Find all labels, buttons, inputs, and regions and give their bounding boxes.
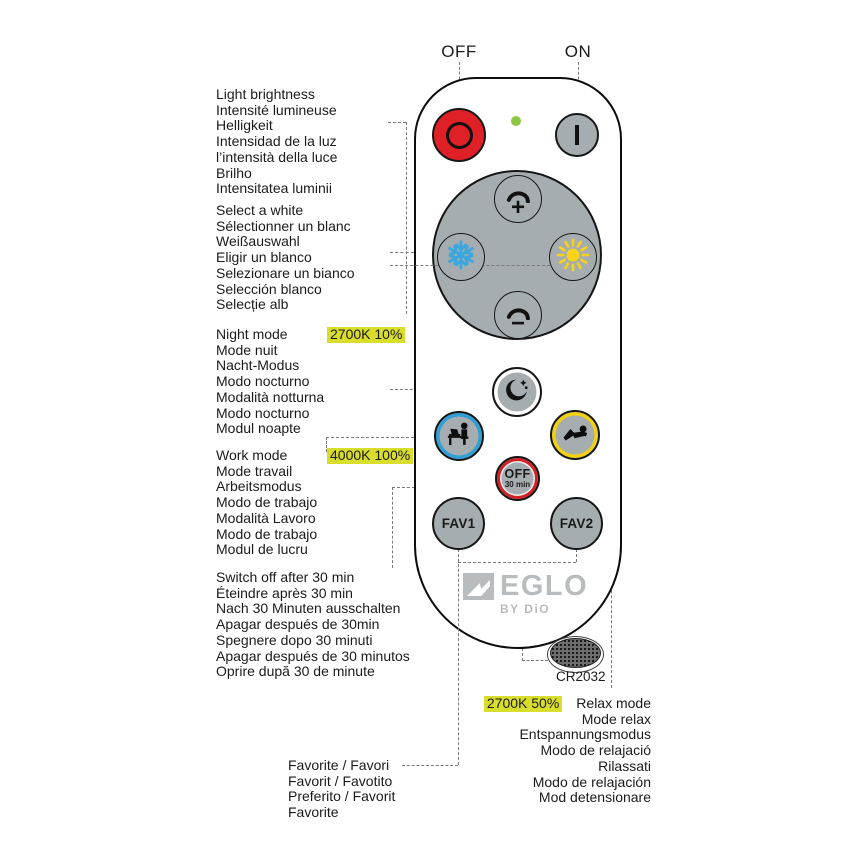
- battery-cr2032: [547, 636, 604, 673]
- dim-minus-button[interactable]: [494, 291, 542, 339]
- label-line: Intensité lumineuse: [216, 101, 337, 118]
- label-group-select-white: [216, 203, 355, 313]
- label-line: Modo nocturno: [216, 404, 310, 421]
- label-line: [484, 696, 651, 712]
- leader-line: [406, 122, 407, 314]
- label-line: Weißauswahl: [216, 233, 300, 250]
- eglo-logo-mark-icon: [463, 573, 494, 600]
- label-line: Favorite: [288, 804, 339, 821]
- label-line: Light brightness: [216, 86, 315, 102]
- label-line: Favorit / Favotito: [288, 772, 393, 789]
- cold-white-button[interactable]: [437, 233, 485, 281]
- work-mode-button[interactable]: [434, 411, 484, 461]
- label-line: Nacht-Modus: [216, 357, 300, 374]
- label-line: Entspannungsmodus: [519, 726, 651, 743]
- label-line: Nach 30 Minuten ausschalten: [216, 600, 401, 617]
- label-line: Modul noapte: [216, 420, 301, 437]
- label-group-switch-off: [216, 570, 410, 680]
- leader-line: [388, 122, 406, 123]
- label-line: Preferito / Favorit: [288, 788, 396, 805]
- dim-plus-icon: +: [501, 185, 535, 214]
- night-mode-title: Night mode: [216, 326, 288, 342]
- label-line: Spegnere dopo 30 minuti: [216, 631, 373, 648]
- fav1-label: FAV1: [441, 516, 476, 531]
- label-group-work-mode: [216, 447, 411, 558]
- leader-line: [576, 549, 577, 562]
- work-mode-value-badge: 4000K 100%: [327, 448, 413, 464]
- brand-name: EGLO: [500, 570, 589, 602]
- label-line: Favorite / Favori: [288, 757, 390, 773]
- leader-line: [402, 765, 458, 766]
- brand-subtitle: BY DiO: [500, 602, 551, 616]
- leader-line: [458, 549, 459, 765]
- label-line: Selección blanco: [216, 280, 322, 297]
- label-line: Intensitatea luminii: [216, 180, 332, 197]
- battery-label: CR2032: [556, 669, 606, 684]
- fav2-button[interactable]: [550, 497, 603, 550]
- label-line: Select a white: [216, 202, 304, 218]
- label-line: Eligir un blanco: [216, 249, 312, 266]
- label-line: Brilho: [216, 164, 252, 181]
- on-label: ON: [564, 42, 592, 61]
- label-line: Éteindre après 30 min: [216, 584, 353, 601]
- label-line: Mode relax: [581, 710, 651, 727]
- label-line: Modo nocturno: [216, 373, 310, 390]
- label-line: [216, 447, 411, 464]
- fav2-label: FAV2: [559, 516, 594, 531]
- label-line: Mode nuit: [216, 341, 278, 358]
- relax-mode-button[interactable]: [550, 410, 600, 460]
- sun-icon: [556, 238, 590, 277]
- leader-line: [458, 562, 576, 563]
- label-line: [216, 326, 403, 343]
- label-line: Modo de relajación: [532, 773, 651, 790]
- relax-mode-title: Relax mode: [576, 695, 651, 711]
- status-led: [511, 116, 521, 126]
- off-30min-label: OFF 30 min: [504, 466, 531, 490]
- leader-line: [392, 487, 393, 568]
- label-group-night-mode: [216, 326, 403, 437]
- night-mode-button[interactable]: [492, 367, 542, 417]
- power-on-icon: [575, 125, 579, 145]
- dim-plus-button[interactable]: [494, 175, 542, 223]
- label-line: Selezionare un bianco: [216, 264, 355, 281]
- snowflake-icon: [444, 238, 478, 277]
- warm-white-button[interactable]: [549, 233, 597, 281]
- label-line: Switch off after 30 min: [216, 569, 355, 585]
- label-line: Sélectionner un blanc: [216, 217, 351, 234]
- label-line: Oprire după 30 de minute: [216, 663, 375, 680]
- night-mode-value-badge: 2700K 10%: [327, 327, 405, 343]
- label-line: Modo de relajació: [540, 742, 651, 759]
- fav1-button[interactable]: [432, 497, 485, 550]
- label-line: Apagar después de 30min: [216, 616, 380, 633]
- dim-minus-icon: −: [501, 302, 535, 329]
- work-mode-title: Work mode: [216, 447, 288, 463]
- label-line: Intensidad de la luz: [216, 133, 337, 150]
- power-on-button[interactable]: [555, 113, 599, 157]
- battery-coin-icon: [550, 638, 601, 668]
- label-line: Modalità Lavoro: [216, 509, 316, 526]
- label-line: Rilassati: [598, 757, 651, 774]
- remote-body: [414, 77, 622, 649]
- brand-logo: [463, 572, 588, 601]
- power-off-button[interactable]: [432, 108, 486, 162]
- off-label: OFF: [441, 42, 477, 61]
- label-line: Helligkeit: [216, 117, 273, 134]
- relax-mode-value-badge: 2700K 50%: [484, 696, 562, 712]
- label-group-favorite: [288, 758, 395, 821]
- label-line: Selecție alb: [216, 296, 289, 313]
- label-line: Modo de trabajo: [216, 525, 318, 542]
- label-line: l’intensità della luce: [216, 148, 338, 165]
- label-line: Apagar después de 30 minutos: [216, 647, 410, 664]
- moon-icon: [502, 375, 532, 410]
- work-desk-icon: [445, 420, 473, 453]
- label-line: Arbeitsmodus: [216, 478, 302, 495]
- label-line: Mode travail: [216, 462, 293, 479]
- label-line: Mod detensionare: [538, 789, 651, 806]
- leader-line: [522, 660, 548, 661]
- relax-recline-icon: [560, 418, 590, 453]
- label-line: Modo de trabajo: [216, 494, 318, 511]
- power-off-icon: [446, 122, 473, 149]
- label-line: Modalità notturna: [216, 388, 325, 405]
- label-line: Modul de lucru: [216, 541, 308, 558]
- label-group-brightness: [216, 87, 337, 197]
- label-group-relax-mode: [484, 696, 651, 806]
- off-30min-button[interactable]: [495, 456, 540, 501]
